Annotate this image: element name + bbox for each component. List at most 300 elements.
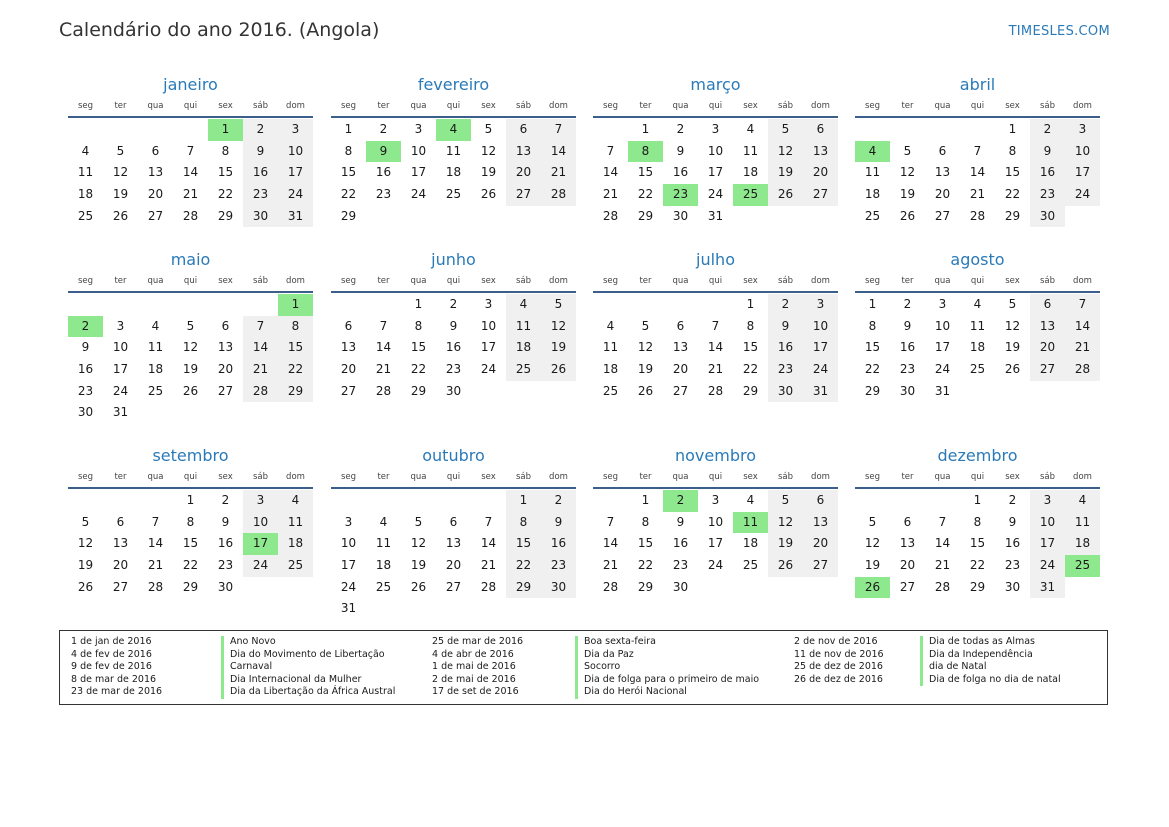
day-cell: 31 — [340, 601, 357, 616]
weekday-label: dom — [286, 472, 305, 482]
empty-cell — [103, 490, 138, 512]
day-cell: 29 — [637, 579, 654, 594]
weekday-label: sáb — [1039, 472, 1056, 482]
day-cell: 16 — [375, 165, 392, 180]
day-cell: 21 — [541, 162, 576, 184]
day-cell: 28 — [707, 383, 724, 398]
day-cell: 2 — [676, 122, 685, 136]
day-cell: 26 — [899, 208, 916, 223]
holiday-day-cell: 9 — [366, 141, 401, 163]
weekday-header — [855, 273, 1100, 289]
weekday-label: ter — [114, 276, 127, 286]
day-cell: 13 — [112, 536, 129, 551]
day-cell: 5 — [768, 119, 803, 141]
holiday-date: 4 de abr de 2016 — [432, 648, 514, 660]
day-cell: 12 — [637, 340, 654, 355]
day-cell: 12 — [410, 536, 427, 551]
day-cell: 8 — [641, 514, 650, 529]
day-cell: 9 — [1030, 141, 1065, 163]
day-cell: 2 — [221, 493, 230, 507]
day-cell: 6 — [449, 514, 458, 529]
weekday-label: seg — [340, 472, 357, 482]
legend-row — [432, 648, 634, 662]
day-cell: 15 — [637, 165, 654, 180]
weekday-label: ter — [377, 276, 390, 286]
holiday-date: 17 de set de 2016 — [432, 686, 519, 697]
day-cell: 20 — [147, 187, 164, 202]
day-cell: 4 — [151, 318, 160, 333]
day-cell: 2 — [449, 297, 458, 311]
day-cell: 29 — [864, 383, 881, 398]
day-grid — [855, 119, 1100, 227]
day-cell: 24 — [340, 579, 357, 594]
header-divider — [855, 291, 1100, 293]
holiday-date: 2 de nov de 2016 — [794, 636, 878, 647]
day-cell: 22 — [506, 555, 541, 577]
holiday-name: dia de Natal — [920, 661, 987, 674]
day-cell: 29 — [506, 577, 541, 599]
day-cell: 19 — [768, 533, 803, 555]
day-cell: 13 — [934, 165, 951, 180]
weekday-label: dom — [549, 101, 568, 111]
header-divider — [68, 116, 313, 118]
day-cell: 27 — [217, 383, 234, 398]
day-cell: 22 — [278, 359, 313, 381]
day-cell: 27 — [340, 383, 357, 398]
weekday-label: dom — [811, 101, 830, 111]
day-cell: 14 — [707, 340, 724, 355]
day-cell: 18 — [864, 187, 881, 202]
day-cell: 18 — [742, 165, 759, 180]
weekday-label: seg — [602, 101, 619, 111]
month-name: outubro — [422, 446, 485, 465]
day-cell: 30 — [672, 579, 689, 594]
weekday-header — [68, 273, 313, 289]
day-cell: 13 — [803, 141, 838, 163]
holiday-name: Dia da Paz — [575, 649, 634, 662]
day-cell: 8 — [414, 318, 423, 333]
month-name: agosto — [950, 250, 1005, 269]
day-cell: 11 — [1065, 512, 1100, 534]
day-cell: 20 — [672, 362, 689, 377]
day-cell: 2 — [243, 119, 278, 141]
holiday-date: 26 de dez de 2016 — [794, 673, 883, 685]
day-cell: 9 — [243, 141, 278, 163]
day-cell: 13 — [445, 536, 462, 551]
day-cell: 30 — [1004, 579, 1021, 594]
weekday-label: qua — [934, 101, 951, 111]
legend-row — [432, 661, 621, 674]
day-cell: 19 — [899, 187, 916, 202]
day-cell: 21 — [243, 359, 278, 381]
day-cell: 24 — [243, 555, 278, 577]
weekday-label: dom — [1073, 276, 1092, 286]
day-cell: 29 — [278, 381, 313, 403]
day-cell: 23 — [375, 187, 392, 202]
day-cell: 29 — [1004, 208, 1021, 223]
day-cell: 14 — [602, 536, 619, 551]
legend-row — [432, 673, 760, 687]
empty-cell — [925, 490, 960, 512]
day-grid — [855, 490, 1100, 598]
weekday-header — [331, 98, 576, 114]
day-cell: 3 — [711, 122, 720, 136]
day-cell: 25 — [602, 383, 619, 398]
day-cell: 9 — [903, 318, 912, 333]
day-cell: 17 — [340, 558, 357, 573]
empty-cell — [855, 119, 890, 141]
weekday-label: seg — [602, 472, 619, 482]
day-cell: 2 — [1030, 119, 1065, 141]
day-cell: 26 — [112, 208, 129, 223]
weekday-label: qui — [446, 276, 461, 286]
day-cell: 20 — [803, 533, 838, 555]
weekday-label: sáb — [252, 101, 269, 111]
day-cell: 22 — [182, 558, 199, 573]
day-cell: 5 — [414, 514, 423, 529]
header-divider — [331, 487, 576, 489]
day-cell: 6 — [116, 514, 125, 529]
month-março — [593, 74, 838, 227]
day-cell: 10 — [410, 143, 427, 158]
weekday-label: sáb — [515, 276, 532, 286]
day-cell: 24 — [278, 184, 313, 206]
day-cell: 21 — [934, 558, 951, 573]
holiday-day-cell: 26 — [855, 577, 890, 599]
day-cell: 18 — [375, 558, 392, 573]
day-cell: 14 — [147, 536, 164, 551]
day-cell: 23 — [672, 558, 689, 573]
holiday-date: 23 de mar de 2016 — [71, 686, 163, 697]
day-cell: 1 — [186, 493, 195, 507]
day-cell: 15 — [864, 340, 881, 355]
weekday-header — [593, 469, 838, 485]
holiday-name: Carnaval — [221, 661, 272, 674]
day-cell: 4 — [1065, 490, 1100, 512]
weekday-label: seg — [77, 276, 94, 286]
day-cell: 10 — [112, 340, 129, 355]
day-cell: 15 — [1004, 165, 1021, 180]
day-cell: 7 — [938, 514, 947, 529]
empty-cell — [698, 294, 733, 316]
day-cell: 1 — [868, 297, 877, 311]
day-cell: 5 — [768, 490, 803, 512]
weekday-label: qui — [970, 101, 985, 111]
day-cell: 14 — [375, 340, 392, 355]
day-cell: 26 — [768, 184, 803, 206]
holiday-name: Dia da Libertação da África Austral — [221, 686, 395, 699]
day-cell: 16 — [672, 165, 689, 180]
day-cell: 11 — [602, 340, 619, 355]
weekday-label: dom — [549, 472, 568, 482]
day-cell: 10 — [1065, 141, 1100, 163]
day-cell: 14 — [480, 536, 497, 551]
day-cell: 26 — [768, 555, 803, 577]
day-cell: 3 — [116, 318, 125, 333]
day-cell: 4 — [973, 297, 982, 311]
empty-cell — [628, 294, 663, 316]
day-cell: 14 — [1065, 316, 1100, 338]
day-cell: 1 — [414, 297, 423, 311]
weekday-label: dom — [1073, 472, 1092, 482]
weekday-label: ter — [639, 276, 652, 286]
day-cell: 5 — [484, 122, 493, 136]
day-cell: 5 — [1008, 297, 1017, 311]
day-cell: 24 — [934, 362, 951, 377]
day-cell: 5 — [541, 294, 576, 316]
day-cell: 12 — [480, 143, 497, 158]
day-cell: 16 — [899, 340, 916, 355]
month-dezembro — [855, 445, 1100, 598]
header-divider — [593, 291, 838, 293]
weekday-label: sáb — [252, 276, 269, 286]
weekday-label: qua — [410, 101, 427, 111]
day-cell: 7 — [484, 514, 493, 529]
day-cell: 24 — [112, 383, 129, 398]
day-cell: 5 — [116, 143, 125, 158]
day-cell: 25 — [278, 555, 313, 577]
day-cell: 21 — [1065, 337, 1100, 359]
day-cell: 25 — [77, 208, 94, 223]
day-cell: 7 — [606, 514, 615, 529]
legend-row — [794, 673, 1061, 687]
holiday-day-cell: 25 — [1065, 555, 1100, 577]
day-cell: 12 — [864, 536, 881, 551]
empty-cell — [401, 490, 436, 512]
day-cell: 31 — [1030, 577, 1065, 599]
day-cell: 24 — [410, 187, 427, 202]
day-cell: 21 — [707, 362, 724, 377]
day-cell: 28 — [934, 579, 951, 594]
day-cell: 16 — [768, 337, 803, 359]
day-cell: 10 — [803, 316, 838, 338]
day-cell: 9 — [676, 143, 685, 158]
weekday-label: seg — [864, 472, 881, 482]
empty-cell — [593, 119, 628, 141]
day-cell: 11 — [278, 512, 313, 534]
day-cell: 17 — [480, 340, 497, 355]
weekday-label: ter — [114, 101, 127, 111]
empty-cell — [366, 490, 401, 512]
day-cell: 11 — [506, 316, 541, 338]
day-cell: 19 — [541, 337, 576, 359]
day-cell: 13 — [340, 340, 357, 355]
day-cell: 17 — [803, 337, 838, 359]
holiday-date: 11 de nov de 2016 — [794, 648, 884, 660]
holiday-name: Dia de folga no dia de natal — [920, 674, 1061, 687]
day-cell: 11 — [742, 143, 759, 158]
holiday-day-cell: 17 — [243, 533, 278, 555]
holiday-name: Dia do Movimento de Libertação — [221, 649, 385, 662]
day-cell: 4 — [278, 490, 313, 512]
holiday-date: 8 de mar de 2016 — [71, 673, 157, 685]
day-cell: 6 — [676, 318, 685, 333]
weekday-label: qui — [708, 101, 723, 111]
day-cell: 17 — [410, 165, 427, 180]
day-cell: 7 — [379, 318, 388, 333]
weekday-header — [331, 273, 576, 289]
weekday-label: qui — [708, 472, 723, 482]
header-divider — [855, 487, 1100, 489]
day-cell: 19 — [182, 362, 199, 377]
day-cell: 15 — [217, 165, 234, 180]
weekday-label: ter — [901, 472, 914, 482]
day-cell: 30 — [1030, 206, 1065, 228]
empty-cell — [436, 490, 471, 512]
weekday-label: qui — [446, 472, 461, 482]
day-cell: 4 — [746, 493, 755, 507]
day-cell: 12 — [899, 165, 916, 180]
day-cell: 7 — [243, 316, 278, 338]
day-cell: 17 — [112, 362, 129, 377]
holiday-name: Dia do Herói Nacional — [575, 686, 687, 699]
day-cell: 2 — [541, 490, 576, 512]
day-cell: 20 — [803, 162, 838, 184]
day-cell: 23 — [541, 555, 576, 577]
empty-cell — [366, 294, 401, 316]
day-cell: 5 — [81, 514, 90, 529]
empty-cell — [593, 294, 628, 316]
month-name: fevereiro — [417, 75, 490, 94]
day-cell: 23 — [899, 362, 916, 377]
day-cell: 2 — [1008, 493, 1017, 507]
day-grid — [331, 294, 576, 402]
weekday-label: sex — [1005, 101, 1020, 111]
day-cell: 11 — [445, 143, 462, 158]
day-cell: 5 — [903, 143, 912, 158]
day-cell: 30 — [672, 208, 689, 223]
weekday-label: qua — [147, 472, 164, 482]
day-cell: 1 — [641, 122, 650, 136]
day-cell: 21 — [375, 362, 392, 377]
day-cell: 13 — [803, 512, 838, 534]
day-cell: 13 — [147, 165, 164, 180]
weekday-label: ter — [639, 472, 652, 482]
day-cell: 28 — [602, 579, 619, 594]
day-cell: 30 — [243, 206, 278, 228]
day-cell: 22 — [1004, 187, 1021, 202]
day-cell: 29 — [340, 208, 357, 223]
day-cell: 16 — [1030, 162, 1065, 184]
day-cell: 4 — [746, 122, 755, 136]
day-cell: 10 — [278, 141, 313, 163]
legend-column — [432, 636, 760, 699]
weekday-label: sex — [481, 472, 496, 482]
day-cell: 12 — [182, 340, 199, 355]
month-julho — [593, 249, 838, 402]
day-cell: 20 — [217, 362, 234, 377]
month-setembro — [68, 445, 313, 598]
empty-cell — [173, 294, 208, 316]
day-cell: 18 — [445, 165, 462, 180]
weekday-header — [68, 469, 313, 485]
day-cell: 5 — [868, 514, 877, 529]
weekday-label: dom — [811, 276, 830, 286]
header-divider — [593, 487, 838, 489]
empty-cell — [960, 119, 995, 141]
day-cell: 17 — [1065, 162, 1100, 184]
day-cell: 8 — [344, 143, 353, 158]
day-cell: 12 — [768, 512, 803, 534]
day-grid — [593, 119, 838, 227]
holiday-date: 2 de mai de 2016 — [432, 673, 516, 685]
weekday-label: qui — [183, 101, 198, 111]
holiday-day-cell: 23 — [663, 184, 698, 206]
month-maio — [68, 249, 313, 424]
header-divider — [68, 487, 313, 489]
day-cell: 3 — [1065, 119, 1100, 141]
day-cell: 31 — [278, 206, 313, 228]
month-name: janeiro — [163, 75, 218, 94]
day-cell: 8 — [973, 514, 982, 529]
day-cell: 26 — [77, 579, 94, 594]
day-cell: 4 — [506, 294, 541, 316]
day-grid — [331, 119, 576, 227]
holiday-name: Dia da Independência — [920, 649, 1033, 662]
day-cell: 20 — [899, 558, 916, 573]
weekday-label: sáb — [515, 472, 532, 482]
day-cell: 8 — [868, 318, 877, 333]
day-cell: 6 — [903, 514, 912, 529]
day-cell: 24 — [803, 359, 838, 381]
day-cell: 2 — [768, 294, 803, 316]
day-cell: 14 — [182, 165, 199, 180]
day-cell: 11 — [77, 165, 94, 180]
day-cell: 27 — [934, 208, 951, 223]
day-cell: 7 — [186, 143, 195, 158]
day-cell: 20 — [112, 558, 129, 573]
day-cell: 7 — [151, 514, 160, 529]
day-cell: 28 — [243, 381, 278, 403]
holiday-name: Socorro — [575, 661, 620, 674]
legend-row — [71, 686, 396, 699]
day-cell: 16 — [243, 162, 278, 184]
day-cell: 12 — [77, 536, 94, 551]
day-cell: 23 — [217, 558, 234, 573]
day-grid — [593, 294, 838, 402]
weekday-label: qua — [934, 472, 951, 482]
day-cell: 20 — [506, 162, 541, 184]
site-link[interactable]: TIMESLES.COM — [1008, 24, 1110, 39]
month-name: maio — [170, 250, 211, 269]
day-cell: 22 — [637, 558, 654, 573]
empty-cell — [331, 294, 366, 316]
day-cell: 16 — [672, 536, 689, 551]
weekday-header — [855, 469, 1100, 485]
day-cell: 27 — [112, 579, 129, 594]
weekday-label: ter — [639, 101, 652, 111]
empty-cell — [68, 294, 103, 316]
header-divider — [68, 291, 313, 293]
day-cell: 9 — [768, 316, 803, 338]
day-cell: 3 — [711, 493, 720, 507]
weekday-label: ter — [901, 101, 914, 111]
month-janeiro — [68, 74, 313, 227]
month-junho — [331, 249, 576, 402]
day-cell: 27 — [506, 184, 541, 206]
day-cell: 16 — [1004, 536, 1021, 551]
day-cell: 3 — [803, 294, 838, 316]
day-cell: 20 — [340, 362, 357, 377]
day-cell: 21 — [602, 558, 619, 573]
holiday-day-cell: 2 — [68, 316, 103, 338]
day-cell: 18 — [602, 362, 619, 377]
day-cell: 29 — [217, 208, 234, 223]
day-cell: 1 — [1008, 122, 1017, 136]
day-cell: 6 — [344, 318, 353, 333]
weekday-label: sex — [481, 101, 496, 111]
day-cell: 22 — [742, 362, 759, 377]
